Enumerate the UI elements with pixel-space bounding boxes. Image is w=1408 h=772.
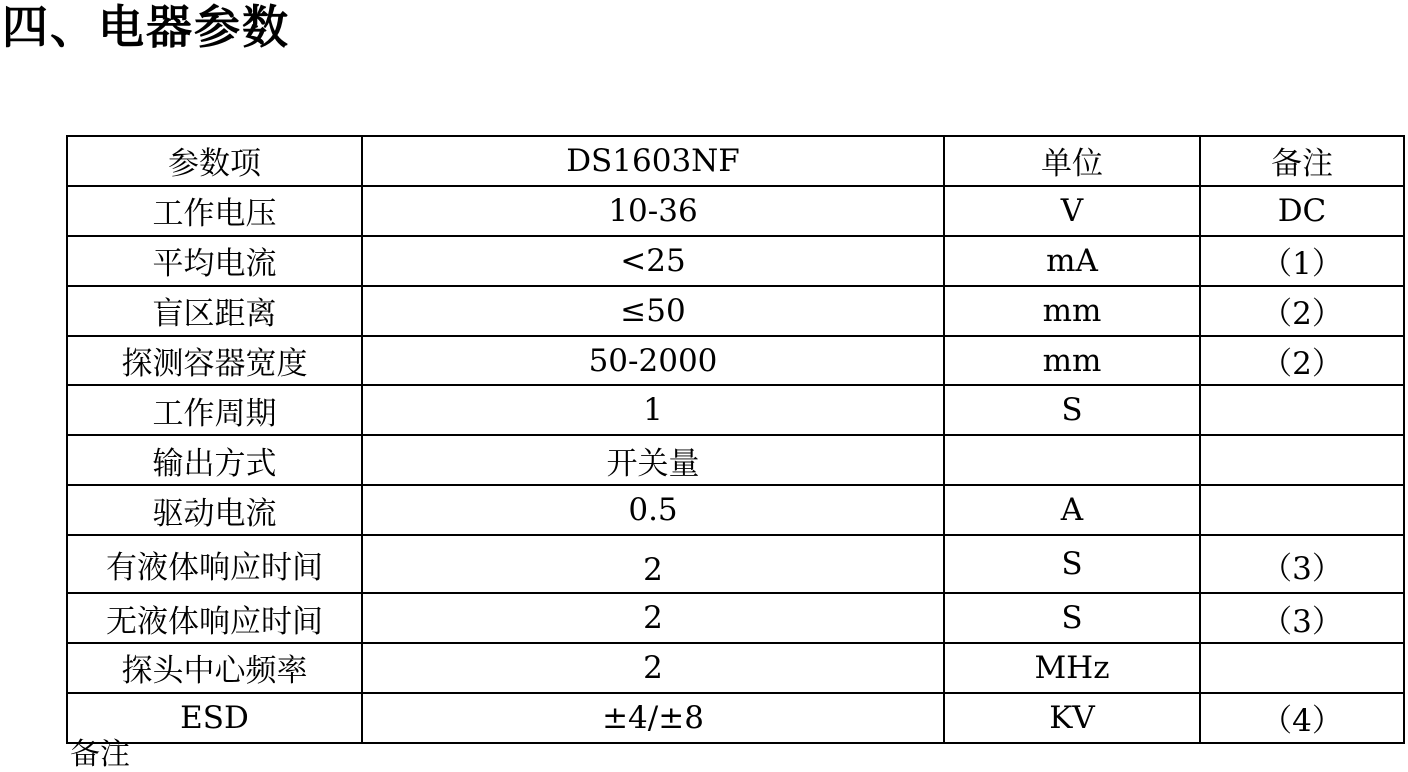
cell-unit: S [944, 535, 1200, 593]
table-row [67, 435, 1404, 485]
cell-value: <25 [362, 236, 944, 286]
cell-unit: mA [944, 236, 1200, 286]
electrical-parameters-table [66, 135, 1405, 744]
cell-parameter: 无液体响应时间 [67, 593, 362, 643]
cell-parameter: 平均电流 [67, 236, 362, 286]
cell-parameter: 工作电压 [67, 186, 362, 236]
cell-unit: S [944, 385, 1200, 435]
table-row [67, 186, 1404, 236]
cell-value: 2 [362, 593, 944, 643]
cell-parameter: 输出方式 [67, 435, 362, 485]
cell-parameter: 驱动电流 [67, 485, 362, 535]
cell-parameter: 探头中心频率 [67, 643, 362, 693]
cell-parameter: ESD [67, 693, 362, 743]
cell-value: 1 [362, 385, 944, 435]
cell-remark [1200, 385, 1404, 435]
header-cell-parameter: 参数项 [67, 136, 362, 186]
table-row [67, 643, 1404, 693]
cell-unit: S [944, 593, 1200, 643]
cell-unit: KV [944, 693, 1200, 743]
header-cell-unit: 单位 [944, 136, 1200, 186]
table-header-row [67, 136, 1404, 186]
table-row [67, 485, 1404, 535]
cell-remark [1200, 643, 1404, 693]
cell-value: 2 [362, 535, 944, 593]
cell-unit: MHz [944, 643, 1200, 693]
cell-remark: （2） [1200, 286, 1404, 336]
table-row [67, 693, 1404, 743]
cell-remark [1200, 435, 1404, 485]
cell-value: 50-2000 [362, 336, 944, 386]
cell-remark: DC [1200, 186, 1404, 236]
cell-value: ≤50 [362, 286, 944, 336]
table-row [67, 286, 1404, 336]
table-row [67, 336, 1404, 386]
cell-remark: （4） [1200, 693, 1404, 743]
notes-label: 备注 [70, 737, 130, 772]
cell-remark: （1） [1200, 236, 1404, 286]
cell-parameter: 盲区距离 [67, 286, 362, 336]
cell-remark [1200, 485, 1404, 535]
cell-remark: （3） [1200, 535, 1404, 593]
cell-unit: A [944, 485, 1200, 535]
table-row [67, 385, 1404, 435]
cell-value: 2 [362, 643, 944, 693]
header-cell-model: DS1603NF [362, 136, 944, 186]
section-title: 四、电器参数 [2, 0, 290, 54]
cell-unit: mm [944, 336, 1200, 386]
cell-value: 0.5 [362, 485, 944, 535]
table-row [67, 236, 1404, 286]
cell-remark: （3） [1200, 593, 1404, 643]
cell-unit: V [944, 186, 1200, 236]
cell-parameter: 探测容器宽度 [67, 336, 362, 386]
table-row [67, 593, 1404, 643]
cell-parameter: 工作周期 [67, 385, 362, 435]
cell-value: ±4/±8 [362, 693, 944, 743]
cell-remark: （2） [1200, 336, 1404, 386]
cell-unit: mm [944, 286, 1200, 336]
cell-unit [944, 435, 1200, 485]
cell-value: 10-36 [362, 186, 944, 236]
cell-parameter: 有液体响应时间 [67, 535, 362, 593]
header-cell-remark: 备注 [1200, 136, 1404, 186]
table-row [67, 535, 1404, 593]
cell-value: 开关量 [362, 435, 944, 485]
